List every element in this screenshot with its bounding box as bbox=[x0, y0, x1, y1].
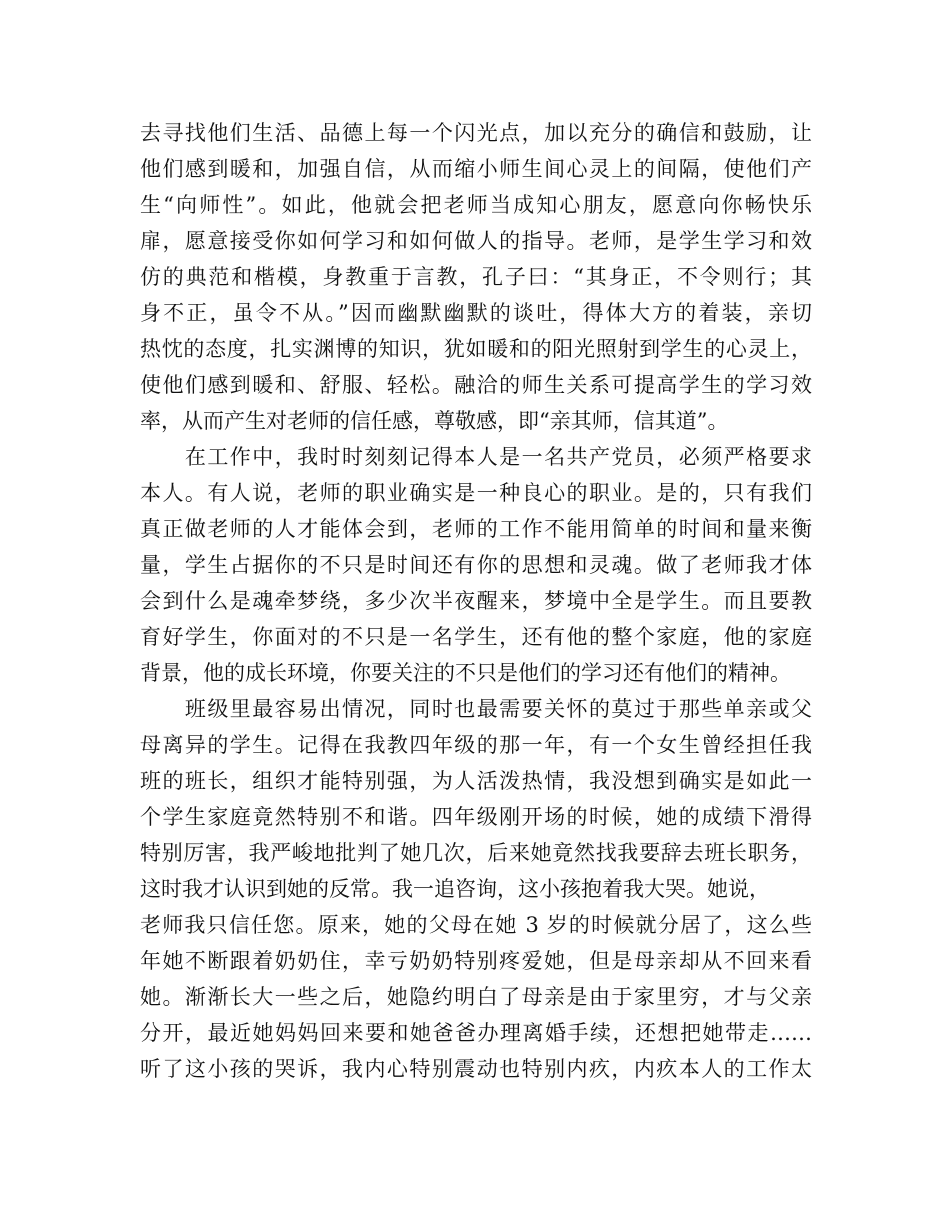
text-line: 在工作中，我时时刻刻记得本人是一名共产党员，必须严格要求 bbox=[140, 445, 812, 469]
text-line: 个学生家庭竟然特别不和谐。四年级刚开场的时候，她的成绩下滑得 bbox=[140, 805, 812, 829]
text-line: 率，从而产生对老师的信任感，尊敬感，即“亲其师，信其道”。 bbox=[140, 409, 729, 433]
text-line: 育好学生，你面对的不只是一名学生，还有他的整个家庭，他的家庭 bbox=[140, 625, 812, 649]
text-line: 量，学生占据你的不只是时间还有你的思想和灵魂。做了老师我才体 bbox=[140, 553, 812, 577]
text-line: 身不正，虽令不从。”因而幽默幽默的谈吐，得体大方的着装，亲切 bbox=[140, 301, 812, 325]
text-line: 她。渐渐长大一些之后，她隐约明白了母亲是由于家里穷，才与父亲 bbox=[140, 985, 812, 1009]
text-line: 热忱的态度，扎实渊博的知识，犹如暖和的阳光照射到学生的心灵上， bbox=[140, 337, 812, 361]
document-page bbox=[140, 115, 812, 1087]
text-line: 使他们感到暖和、舒服、轻松。融洽的师生关系可提高学生的学习效 bbox=[140, 373, 812, 397]
paragraph-3 bbox=[140, 691, 812, 1087]
text-line: 特别厉害，我严峻地批判了她几次，后来她竟然找我要辞去班长职务， bbox=[140, 841, 812, 865]
text-line: 真正做老师的人才能体会到，老师的工作不能用简单的时间和量来衡 bbox=[140, 517, 812, 541]
text-line: 生“向师性”。如此，他就会把老师当成知心朋友，愿意向你畅快乐 bbox=[140, 193, 812, 217]
text-line: 班级里最容易出情况，同时也最需要关怀的莫过于那些单亲或父 bbox=[140, 697, 812, 721]
paragraph-1 bbox=[140, 115, 812, 439]
text-line: 老师我只信任您。原来，她的父母在她 3 岁的时候就分居了，这么些 bbox=[140, 913, 812, 937]
text-line: 背景，他的成长环境，你要关注的不只是他们的学习还有他们的精神。 bbox=[140, 661, 791, 685]
text-line: 他们感到暖和，加强自信，从而缩小师生间心灵上的间隔，使他们产 bbox=[140, 157, 812, 181]
text-line: 年她不断跟着奶奶住，幸亏奶奶特别疼爱她，但是母亲却从不回来看 bbox=[140, 949, 812, 973]
text-line: 分开，最近她妈妈回来要和她爸爸办理离婚手续，还想把她带走…… bbox=[140, 1021, 812, 1045]
text-line: 班的班长，组织才能特别强，为人活泼热情，我没想到确实是如此一 bbox=[140, 769, 812, 793]
text-line: 会到什么是魂牵梦绕，多少次半夜醒来，梦境中全是学生。而且要教 bbox=[140, 589, 812, 613]
text-line: 扉，愿意接受你如何学习和如何做人的指导。老师，是学生学习和效 bbox=[140, 229, 812, 253]
text-line: 这时我才认识到她的反常。我一追咨询，这小孩抱着我大哭。她说， bbox=[140, 877, 770, 901]
text-line: 听了这小孩的哭诉，我内心特别震动也特别内疚，内疚本人的工作太 bbox=[140, 1057, 812, 1081]
text-line: 去寻找他们生活、品德上每一个闪光点，加以充分的确信和鼓励，让 bbox=[140, 121, 812, 145]
paragraph-2 bbox=[140, 439, 812, 691]
text-line: 仿的典范和楷模，身教重于言教，孔子曰：“其身正，不令则行；其 bbox=[140, 265, 812, 289]
text-line: 本人。有人说，老师的职业确实是一种良心的职业。是的，只有我们 bbox=[140, 481, 812, 505]
text-line: 母离异的学生。记得在我教四年级的那一年，有一个女生曾经担任我 bbox=[140, 733, 812, 757]
